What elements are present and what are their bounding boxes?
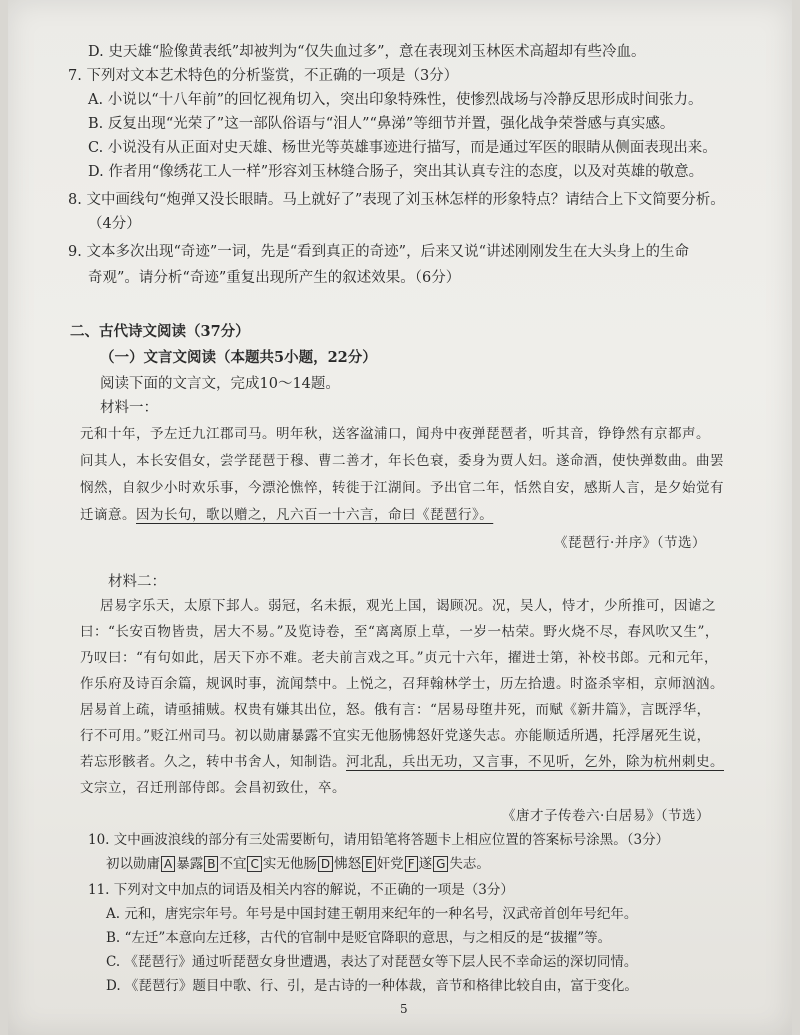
q7-option-d: D. 作者用“像绣花工人一样”形容刘玉林缝合肠子，突出其认真专注的态度，以及对英雄的敬意。 — [88, 164, 704, 180]
q10-label-box: B — [204, 856, 218, 872]
q10-label-box: D — [318, 856, 333, 872]
material1-label: 材料一： — [100, 400, 158, 416]
material2-line: 曰：“长安百物皆贵，居大不易。”及览诗卷，至“离离原上草，一岁一枯荣。野火烧不尽，春风吹又生”， — [80, 624, 719, 640]
q11-option-d: D. 《琵琶行》题目中歌、行、引，是古诗的一种体裁，音节和格律比较自由，富于变化。 — [106, 978, 638, 994]
material1-source: 《琵琶行·并序》（节选） — [554, 535, 707, 551]
exam-page — [8, 0, 792, 1035]
q6-option-d: D. 史天雄“脸像黄表纸”却被判为“仅失血过多”，意在表现刘玉林医术高超却有些冷血。 — [88, 44, 646, 60]
q10-label-box: E — [362, 856, 376, 872]
material2-source: 《唐才子传卷六·白居易》（节选） — [502, 808, 711, 824]
subsection-title: （一）文言文阅读（本题共5小题，22分） — [100, 349, 377, 366]
q11-option-b: B. “左迁”本意向左迁移，古代的官制中是贬官降职的意思，与之相反的是“拔擢”等。 — [106, 930, 612, 946]
material1-line: 悯然，自叙少小时欢乐事，今漂沦憔悴，转徙于江湖间。予出官二年，恬然自安，感斯人言，是夕始觉有 — [80, 480, 724, 496]
q10-label-box: C — [247, 856, 261, 872]
section-title: 二、古代诗文阅读（37分） — [70, 323, 250, 340]
material1-last-line — [80, 505, 493, 525]
material2-line: 乃叹曰：“有句如此，居天下亦不难。老夫前言戏之耳。”贞元十六年，擢进士第，补校书郎。元和元年， — [80, 650, 719, 666]
material2-underlined-sentence: 河北乱，兵出无功，又言事，不见听，乞外，除为杭州刺史。 — [346, 754, 724, 770]
material1-text: 迁谪意。 — [80, 507, 136, 523]
material2-line: 文宗立，召迁刑部侍郎。会昌初致仕，卒。 — [80, 780, 346, 796]
material1-line: 问其人，本长安倡女，尝学琵琶于穆、曹二善才，年长色衰，委身为贾人妇。遂命酒，使快弹数曲。曲罢 — [80, 453, 724, 469]
material2-line7 — [80, 752, 724, 772]
q9-stem-cont: 奇观”。请分析“奇迹”重复出现所产生的叙述效果。（6分） — [88, 270, 461, 286]
q8-stem: 8. 文中画线句“炮弹又没长眼睛。马上就好了”表现了刘玉林怎样的形象特点？请结合上下文简要分析。 — [68, 192, 725, 208]
q10-segment: 实无他肠 — [262, 856, 317, 872]
material2-line: 作乐府及诗百余篇，规讽时事，流闻禁中。上悦之，召拜翰林学士，历左拾遗。时盗杀宰相，京师汹汹。 — [80, 676, 724, 692]
page-number: 5 — [400, 1002, 408, 1016]
q8-points: （4分） — [88, 216, 141, 232]
q7-option-b: B. 反复出现“光荣了”这一部队俗语与“泪人”“鼻涕”等细节并置，强化战争荣誉感与真实感。 — [88, 116, 675, 132]
reading-instruction: 阅读下面的文言文，完成10～14题。 — [100, 376, 340, 392]
q10-segment: 不宜 — [219, 856, 247, 872]
q11-option-c: C. 《琵琶行》通过听琵琶女身世遭遇，表达了对琵琶女等下层人民不幸命运的深切同情。 — [106, 954, 638, 970]
q10-segment: 暴露 — [176, 856, 204, 872]
q7-stem: 7. 下列对文本艺术特色的分析鉴赏，不正确的一项是（3分） — [68, 68, 459, 84]
material2-line: 行不可用。”贬江州司马。初以勋庸暴露不宜实无他肠怫怒奸党遂失志。亦能顺适所遇，托浮屠死生说， — [80, 728, 711, 744]
q9-stem: 9. 文本多次出现“奇迹”一词，先是“看到真正的奇迹”，后来又说“讲述刚刚发生在大头身上的生命 — [68, 244, 690, 260]
q10-sentence — [106, 854, 490, 874]
q11-option-a: A. 元和，唐宪宗年号。年号是中国封建王朝用来纪年的一种名号，汉武帝首创年号纪年。 — [106, 906, 638, 922]
q10-segment: 失志。 — [449, 856, 490, 872]
q10-label-box: G — [433, 856, 448, 872]
q7-option-a: A. 小说以“十八年前”的回忆视角切入，突出印象特殊性，使惨烈战场与冷静反思形成时间张力。 — [88, 92, 703, 108]
q10-label-box: F — [405, 856, 418, 872]
q10-segment: 初以勋庸 — [106, 856, 160, 872]
material2-text: 若忘形骸者。久之，转中书舍人，知制诰。 — [80, 754, 346, 770]
q10-label-box: A — [161, 856, 175, 872]
material1-underlined-sentence: 因为长句，歌以赠之，凡六百一十六言，命曰《琵琶行》。 — [136, 507, 494, 523]
material2-label: 材料二： — [108, 574, 166, 590]
q10-segment: 奸党 — [376, 856, 404, 872]
q11-stem: 11. 下列对文中加点的词语及相关内容的解说，不正确的一项是（3分） — [88, 882, 514, 898]
q10-segment: 遂 — [418, 856, 433, 872]
q7-option-c: C. 小说没有从正面对史天雄、杨世光等英雄事迹进行描写，而是通过军医的眼睛从侧面表现出来。 — [88, 140, 717, 156]
q10-segment: 怫怒 — [334, 856, 362, 872]
material2-line: 居易首上疏，请亟捕贼。权贵有嫌其出位，怒。俄有言：“居易母堕井死，而赋《新井篇》，言既浮华， — [80, 702, 711, 718]
q10-stem: 10. 文中画波浪线的部分有三处需要断句，请用铅笔将答题卡上相应位置的答案标号涂黑。（3分） — [88, 832, 670, 848]
material1-line: 元和十年，予左迁九江郡司马。明年秋，送客湓浦口，闻舟中夜弹琵琶者，听其音，铮铮然有京都声。 — [80, 426, 710, 442]
material2-line: 居易字乐天，太原下邽人。弱冠，名未振，观光上国，谒顾况。况，吴人，恃才，少所推可，因谑之 — [100, 598, 716, 614]
